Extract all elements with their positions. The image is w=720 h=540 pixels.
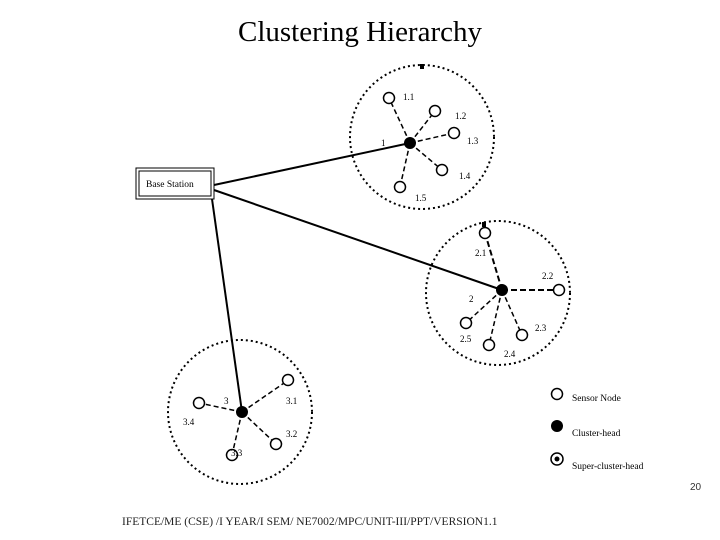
cluster-1-top-marker [420, 64, 424, 69]
node-label-2-3: 2.3 [535, 323, 547, 333]
cluster-1-link-1-4 [410, 143, 442, 170]
node-label-2-1: 2.1 [475, 248, 487, 258]
node-label-1-3: 1.3 [467, 136, 479, 146]
node-label-2-4: 2.4 [504, 349, 516, 359]
cluster-3-link-3-2 [242, 412, 276, 444]
sensor-node-1-4 [437, 165, 448, 176]
cluster-2 [426, 221, 570, 365]
cluster-1-link-1-5 [400, 143, 410, 187]
cluster-head-2 [496, 284, 508, 296]
legend-label-cluster-head: Cluster-head [572, 429, 621, 439]
base-station [136, 168, 214, 199]
cluster-2-link-2-4 [489, 290, 502, 345]
node-label-3-4: 3.4 [183, 417, 195, 427]
node-label-1-5: 1.5 [415, 193, 427, 203]
sensor-node-1-3 [449, 128, 460, 139]
slide-footer: IFETCE/ME (CSE) /I YEAR/I SEM/ NE7002/MPC/UNIT-III/PPT/VERSION1.1 [122, 516, 498, 528]
page-number: 20 [690, 482, 702, 493]
sensor-node-1-2 [430, 106, 441, 117]
legend [551, 389, 644, 473]
sensor-node-2-3 [517, 330, 528, 341]
legend-label-super-cluster-head: Super-cluster-head [572, 462, 644, 472]
slide-title: Clustering Hierarchy [237, 16, 482, 48]
cluster-1 [350, 64, 494, 209]
super-cluster-head-icon [551, 453, 563, 465]
link-base-to-cluster-3 [212, 199, 242, 412]
cluster-2-link-2-1 [485, 233, 502, 290]
sensor-node-2-2 [554, 285, 565, 296]
cluster-3 [168, 340, 312, 484]
sensor-node-2-4 [484, 340, 495, 351]
sensor-node-icon [552, 389, 563, 400]
cluster-head-2-label: 2 [469, 294, 474, 304]
node-label-1-4: 1.4 [459, 171, 471, 181]
link-base-to-cluster-1 [214, 143, 410, 185]
cluster-head-1 [404, 137, 416, 149]
node-label-3-2: 3.2 [286, 429, 298, 439]
node-label-1-1: 1.1 [403, 92, 415, 102]
sensor-node-3-4 [194, 398, 205, 409]
node-label-2-5: 2.5 [460, 334, 472, 344]
cluster-3-link-3-4 [199, 403, 242, 412]
legend-label-sensor-node: Sensor Node [572, 394, 621, 404]
cluster-head-icon [551, 420, 563, 432]
node-label-2-2: 2.2 [542, 271, 554, 281]
sensor-node-3-2 [271, 439, 282, 450]
sensor-node-1-5 [395, 182, 406, 193]
cluster-1-link-1-1 [389, 98, 410, 143]
cluster-head-3 [236, 406, 248, 418]
node-label-3-3: 3.3 [231, 448, 243, 458]
cluster-head-3-label: 3 [224, 396, 229, 406]
sensor-node-2-5 [461, 318, 472, 329]
node-label-1-2: 1.2 [455, 111, 467, 121]
base-station-label: Base Station [146, 180, 194, 190]
cluster-2-link-2-3 [502, 290, 522, 335]
cluster-2-top-marker [482, 222, 486, 227]
sensor-node-3-1 [283, 375, 294, 386]
cluster-head-1-label: 1 [381, 138, 386, 148]
cluster-3-link-3-1 [242, 381, 287, 412]
sensor-node-2-1 [480, 228, 491, 239]
sensor-node-1-1 [384, 93, 395, 104]
link-base-to-cluster-2 [214, 190, 502, 290]
node-label-3-1: 3.1 [286, 396, 298, 406]
